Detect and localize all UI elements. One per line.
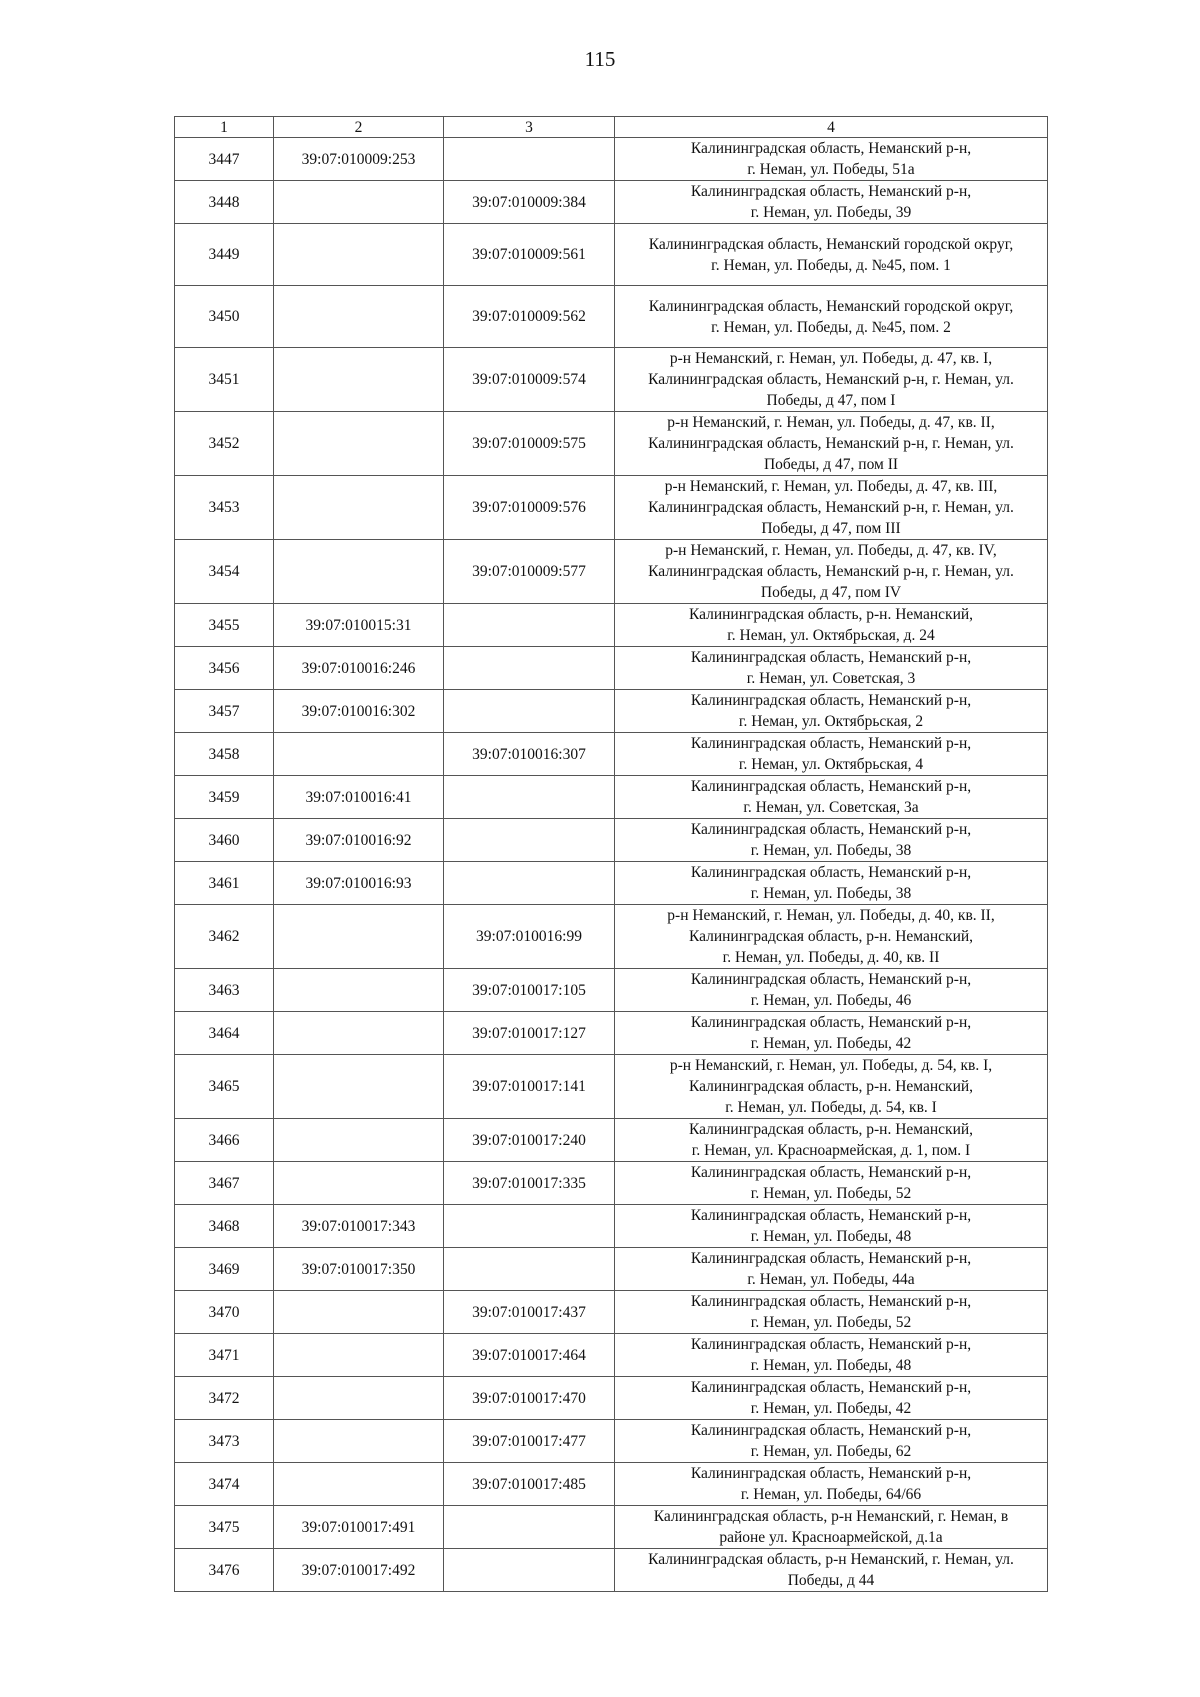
table-row (175, 348, 1048, 412)
header-col-4: 4 (615, 117, 1048, 138)
address-cell: Калининградская область, Неманский р-н, г. Неман, ул. Победы, 48 (615, 1334, 1048, 1377)
row-number-cell: 3470 (175, 1291, 274, 1334)
object-cadastral-number-cell (444, 604, 615, 647)
row-number-cell: 3455 (175, 604, 274, 647)
address-cell: Калининградская область, Неманский р-н, г. Неман, ул. Победы, 44а (615, 1248, 1048, 1291)
table-row (175, 604, 1048, 647)
cadastral-number-cell: 39:07:010017:492 (274, 1549, 444, 1592)
cadastral-number-cell (274, 1377, 444, 1420)
row-number-cell: 3460 (175, 819, 274, 862)
object-cadastral-number-cell (444, 647, 615, 690)
table-row (175, 1055, 1048, 1119)
table-body (175, 138, 1048, 1592)
cadastral-number-cell: 39:07:010009:253 (274, 138, 444, 181)
cadastral-number-cell: 39:07:010016:92 (274, 819, 444, 862)
cadastral-number-cell: 39:07:010015:31 (274, 604, 444, 647)
cadastral-number-cell (274, 1420, 444, 1463)
cadastral-number-cell (274, 1012, 444, 1055)
address-cell: Калининградская область, р-н. Неманский, г. Неман, ул. Октябрьская, д. 24 (615, 604, 1048, 647)
object-cadastral-number-cell: 39:07:010009:575 (444, 412, 615, 476)
cadastral-number-cell: 39:07:010016:41 (274, 776, 444, 819)
row-number-cell: 3458 (175, 733, 274, 776)
row-number-cell: 3471 (175, 1334, 274, 1377)
object-cadastral-number-cell: 39:07:010017:464 (444, 1334, 615, 1377)
address-cell: Калининградская область, Неманский р-н, г. Неман, ул. Советская, 3а (615, 776, 1048, 819)
row-number-cell: 3469 (175, 1248, 274, 1291)
object-cadastral-number-cell: 39:07:010017:105 (444, 969, 615, 1012)
address-cell: Калининградская область, р-н Неманский, г. Неман, в районе ул. Красноармейской, д.1а (615, 1506, 1048, 1549)
object-cadastral-number-cell: 39:07:010017:437 (444, 1291, 615, 1334)
address-cell: Калининградская область, Неманский р-н, г. Неман, ул. Победы, 64/66 (615, 1463, 1048, 1506)
table-row (175, 1205, 1048, 1248)
row-number-cell: 3466 (175, 1119, 274, 1162)
object-cadastral-number-cell: 39:07:010017:485 (444, 1463, 615, 1506)
object-cadastral-number-cell (444, 776, 615, 819)
object-cadastral-number-cell: 39:07:010009:562 (444, 286, 615, 348)
header-col-1: 1 (175, 117, 274, 138)
table-row (175, 647, 1048, 690)
cadastral-number-cell (274, 969, 444, 1012)
row-number-cell: 3473 (175, 1420, 274, 1463)
row-number-cell: 3474 (175, 1463, 274, 1506)
object-cadastral-number-cell: 39:07:010009:384 (444, 181, 615, 224)
table-row (175, 1506, 1048, 1549)
cadastral-number-cell (274, 286, 444, 348)
object-cadastral-number-cell (444, 1549, 615, 1592)
address-cell: Калининградская область, Неманский городской округ, г. Неман, ул. Победы, д. №45, пом. 1 (615, 224, 1048, 286)
address-cell: Калининградская область, Неманский р-н, г. Неман, ул. Победы, 48 (615, 1205, 1048, 1248)
table-row (175, 1291, 1048, 1334)
address-cell: р-н Неманский, г. Неман, ул. Победы, д. 47, кв. III, Калининградская область, Неманский р-н, г. Неман, ул. Победы, д 47, пом III (615, 476, 1048, 540)
object-cadastral-number-cell (444, 138, 615, 181)
table-row (175, 1248, 1048, 1291)
cadastral-number-cell (274, 412, 444, 476)
cadastral-number-cell (274, 1334, 444, 1377)
table-row (175, 969, 1048, 1012)
cadastral-number-cell: 39:07:010017:350 (274, 1248, 444, 1291)
row-number-cell: 3467 (175, 1162, 274, 1205)
address-cell: р-н Неманский, г. Неман, ул. Победы, д. 47, кв. I, Калининградская область, Неманский р-н, г. Неман, ул. Победы, д 47, пом I (615, 348, 1048, 412)
cadastral-number-cell (274, 1291, 444, 1334)
object-cadastral-number-cell: 39:07:010009:561 (444, 224, 615, 286)
row-number-cell: 3454 (175, 540, 274, 604)
row-number-cell: 3456 (175, 647, 274, 690)
header-col-3: 3 (444, 117, 615, 138)
address-cell: Калининградская область, Неманский р-н, г. Неман, ул. Победы, 52 (615, 1162, 1048, 1205)
header-col-2: 2 (274, 117, 444, 138)
cadastral-number-cell (274, 181, 444, 224)
object-cadastral-number-cell: 39:07:010017:335 (444, 1162, 615, 1205)
table-row (175, 181, 1048, 224)
table-row (175, 776, 1048, 819)
cadastral-number-cell (274, 348, 444, 412)
address-cell: Калининградская область, Неманский р-н, г. Неман, ул. Победы, 46 (615, 969, 1048, 1012)
cadastral-number-cell (274, 224, 444, 286)
object-cadastral-number-cell: 39:07:010017:141 (444, 1055, 615, 1119)
table-row (175, 819, 1048, 862)
row-number-cell: 3448 (175, 181, 274, 224)
address-cell: Калининградская область, р-н Неманский, г. Неман, ул. Победы, д 44 (615, 1549, 1048, 1592)
table-row (175, 224, 1048, 286)
table-row (175, 1463, 1048, 1506)
table-row (175, 690, 1048, 733)
cadastral-number-cell (274, 1119, 444, 1162)
address-cell: Калининградская область, Неманский р-н, г. Неман, ул. Советская, 3 (615, 647, 1048, 690)
table-row (175, 286, 1048, 348)
object-cadastral-number-cell (444, 862, 615, 905)
page-number: 115 (584, 47, 616, 71)
address-cell: Калининградская область, Неманский р-н, г. Неман, ул. Победы, 39 (615, 181, 1048, 224)
object-cadastral-number-cell (444, 1205, 615, 1248)
table-row (175, 1119, 1048, 1162)
address-cell: р-н Неманский, г. Неман, ул. Победы, д. 40, кв. II, Калининградская область, р-н. Неманский, г. Неман, ул. Победы, д. 40, кв. II (615, 905, 1048, 969)
address-cell: Калининградская область, Неманский р-н, г. Неман, ул. Победы, 38 (615, 862, 1048, 905)
cadastral-number-cell: 39:07:010017:491 (274, 1506, 444, 1549)
header-row (175, 117, 1048, 138)
address-cell: Калининградская область, Неманский городской округ, г. Неман, ул. Победы, д. №45, пом. 2 (615, 286, 1048, 348)
row-number-cell: 3464 (175, 1012, 274, 1055)
object-cadastral-number-cell: 39:07:010017:127 (444, 1012, 615, 1055)
cadastral-number-cell (274, 540, 444, 604)
table-row (175, 540, 1048, 604)
row-number-cell: 3449 (175, 224, 274, 286)
address-cell: Калининградская область, Неманский р-н, г. Неман, ул. Победы, 38 (615, 819, 1048, 862)
cadastral-number-cell (274, 1162, 444, 1205)
table-row (175, 1012, 1048, 1055)
cadastral-number-cell: 39:07:010016:302 (274, 690, 444, 733)
address-cell: Калининградская область, р-н. Неманский, г. Неман, ул. Красноармейская, д. 1, пом. I (615, 1119, 1048, 1162)
address-cell: Калининградская область, Неманский р-н, г. Неман, ул. Октябрьская, 4 (615, 733, 1048, 776)
row-number-cell: 3459 (175, 776, 274, 819)
object-cadastral-number-cell (444, 819, 615, 862)
address-cell: р-н Неманский, г. Неман, ул. Победы, д. 54, кв. I, Калининградская область, р-н. Неманский, г. Неман, ул. Победы, д. 54, кв. I (615, 1055, 1048, 1119)
table-row (175, 138, 1048, 181)
table-header (175, 117, 1048, 138)
row-number-cell: 3468 (175, 1205, 274, 1248)
object-cadastral-number-cell: 39:07:010017:240 (444, 1119, 615, 1162)
table-row (175, 1377, 1048, 1420)
address-cell: Калининградская область, Неманский р-н, г. Неман, ул. Победы, 62 (615, 1420, 1048, 1463)
row-number-cell: 3451 (175, 348, 274, 412)
object-cadastral-number-cell (444, 690, 615, 733)
address-cell: Калининградская область, Неманский р-н, г. Неман, ул. Победы, 42 (615, 1012, 1048, 1055)
object-cadastral-number-cell: 39:07:010017:477 (444, 1420, 615, 1463)
cadastral-number-cell (274, 1463, 444, 1506)
row-number-cell: 3475 (175, 1506, 274, 1549)
row-number-cell: 3465 (175, 1055, 274, 1119)
address-cell: Калининградская область, Неманский р-н, г. Неман, ул. Октябрьская, 2 (615, 690, 1048, 733)
table-row (175, 1334, 1048, 1377)
cadastral-number-cell: 39:07:010016:246 (274, 647, 444, 690)
object-cadastral-number-cell: 39:07:010017:470 (444, 1377, 615, 1420)
table-row (175, 1549, 1048, 1592)
cadastral-number-cell (274, 905, 444, 969)
table-row (175, 476, 1048, 540)
address-cell: Калининградская область, Неманский р-н, г. Неман, ул. Победы, 42 (615, 1377, 1048, 1420)
cadastral-number-cell (274, 1055, 444, 1119)
table-row (175, 862, 1048, 905)
object-cadastral-number-cell (444, 1506, 615, 1549)
row-number-cell: 3463 (175, 969, 274, 1012)
table-row (175, 412, 1048, 476)
table-row (175, 1162, 1048, 1205)
row-number-cell: 3450 (175, 286, 274, 348)
address-cell: р-н Неманский, г. Неман, ул. Победы, д. 47, кв. IV, Калининградская область, Неманский р-н, г. Неман, ул. Победы, д 47, пом IV (615, 540, 1048, 604)
cadastral-number-cell: 39:07:010017:343 (274, 1205, 444, 1248)
row-number-cell: 3476 (175, 1549, 274, 1592)
row-number-cell: 3461 (175, 862, 274, 905)
object-cadastral-number-cell: 39:07:010009:576 (444, 476, 615, 540)
row-number-cell: 3453 (175, 476, 274, 540)
cadastral-number-cell: 39:07:010016:93 (274, 862, 444, 905)
object-cadastral-number-cell: 39:07:010016:307 (444, 733, 615, 776)
object-cadastral-number-cell: 39:07:010016:99 (444, 905, 615, 969)
address-cell: р-н Неманский, г. Неман, ул. Победы, д. 47, кв. II, Калининградская область, Неманский р-н, г. Неман, ул. Победы, д 47, пом II (615, 412, 1048, 476)
row-number-cell: 3447 (175, 138, 274, 181)
row-number-cell: 3472 (175, 1377, 274, 1420)
row-number-cell: 3457 (175, 690, 274, 733)
address-cell: Калининградская область, Неманский р-н, г. Неман, ул. Победы, 51а (615, 138, 1048, 181)
object-cadastral-number-cell (444, 1248, 615, 1291)
table-row (175, 733, 1048, 776)
address-cell: Калининградская область, Неманский р-н, г. Неман, ул. Победы, 52 (615, 1291, 1048, 1334)
object-cadastral-number-cell: 39:07:010009:574 (444, 348, 615, 412)
cadastral-number-cell (274, 476, 444, 540)
row-number-cell: 3452 (175, 412, 274, 476)
row-number-cell: 3462 (175, 905, 274, 969)
cadastral-number-cell (274, 733, 444, 776)
object-cadastral-number-cell: 39:07:010009:577 (444, 540, 615, 604)
table-row (175, 905, 1048, 969)
table-row (175, 1420, 1048, 1463)
registry-table (174, 116, 1048, 1592)
